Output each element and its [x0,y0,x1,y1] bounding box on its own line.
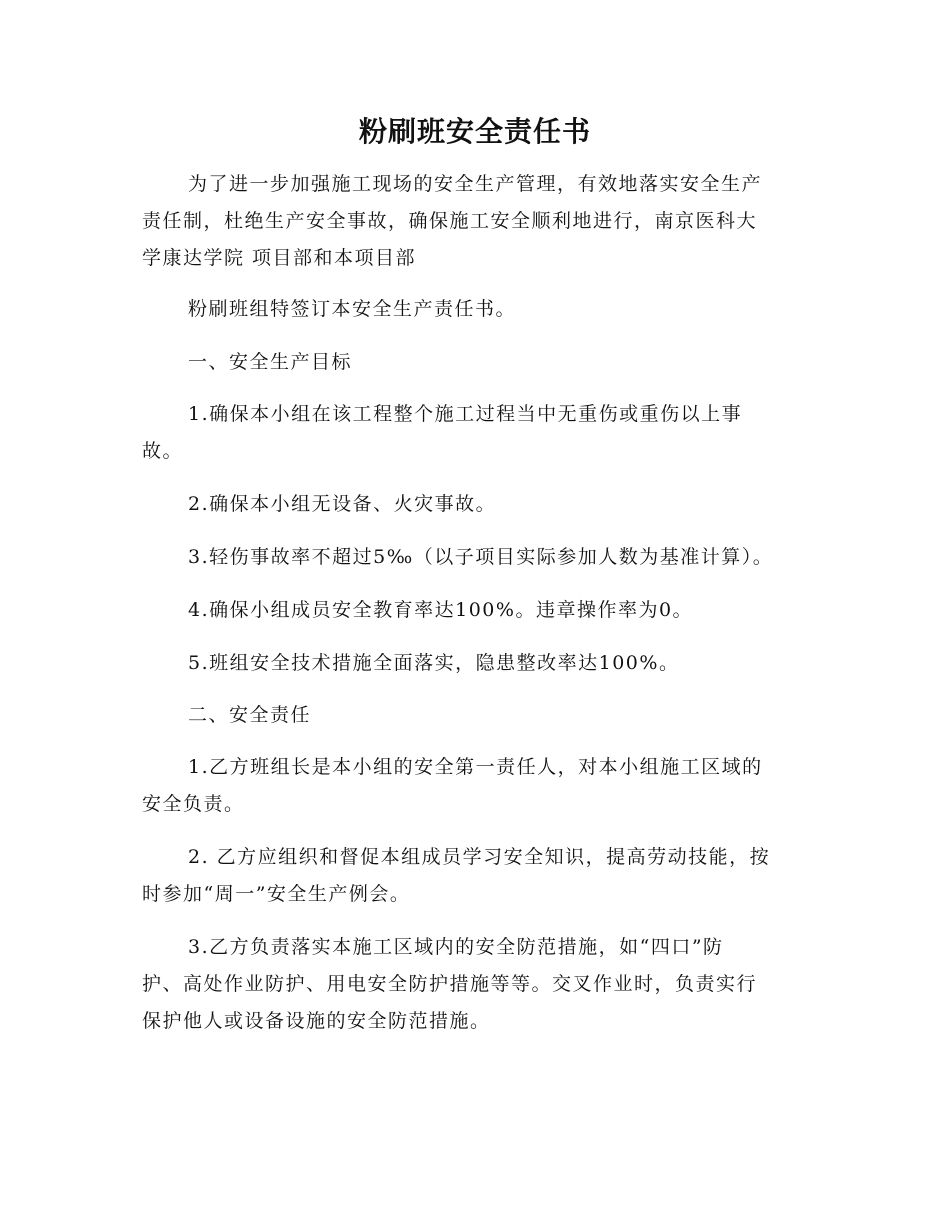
intro-line: 学康达学院 项目部和本项目部 [142,247,417,269]
resp2-line: 2. 乙方应组织和督促本组成员学习安全知识，提高劳动技能，按 [188,846,771,868]
goal3-line: 3.轻伤事故率不超过5‰（以子项目实际参加人数为基准计算）。 [188,546,774,568]
goal5-line: 5.班组安全技术措施全面落实，隐患整改率达100%。 [188,652,680,674]
goal3-paragraph [142,539,812,576]
resp3-paragraph [142,929,812,1040]
goal2-paragraph [142,486,812,523]
section1-heading-text: 一、安全生产目标 [188,351,353,373]
section1-heading [142,344,812,381]
resp3-line: 护、高处作业防护、用电安全防护措施等等。交叉作业时，负责实行 [142,973,758,995]
goal1-line: 1.确保本小组在该工程整个施工过程当中无重伤或重伤以上事 [188,403,743,425]
resp1-line: 安全负责。 [142,793,245,815]
resp3-line: 保护他人或设备设施的安全防范措施。 [142,1010,491,1032]
resp3-line: 3.乙方负责落实本施工区域内的安全防范措施，如“四口”防 [188,936,724,958]
resp2-paragraph [142,839,812,913]
section2-heading-text: 二、安全责任 [188,704,312,726]
intro-line: 为了进一步加强施工现场的安全生产管理，有效地落实安全生产 [188,173,763,195]
document-title: 粉刷班安全责任书 [358,115,591,148]
goal2-line: 2.确保本小组无设备、火灾事故。 [188,493,497,515]
resp2-line: 时参加“周一”安全生产例会。 [142,883,411,905]
goal4-paragraph [142,592,812,629]
intro-line: 责任制，杜绝生产安全事故，确保施工安全顺利地进行，南京医科大 [142,210,758,232]
goal4-line: 4.确保小组成员安全教育率达100%。违章操作率为0。 [188,599,694,621]
sign-line: 粉刷班组特签订本安全生产责任书。 [188,298,517,320]
goal5-paragraph [142,645,812,682]
resp1-paragraph [142,749,812,823]
intro-paragraph [142,166,812,277]
goal1-paragraph [142,396,812,470]
sign-paragraph [142,291,812,328]
goal1-line: 故。 [142,440,184,462]
section2-heading [142,697,812,734]
resp1-line: 1.乙方班组长是本小组的安全第一责任人，对本小组施工区域的 [188,756,763,778]
